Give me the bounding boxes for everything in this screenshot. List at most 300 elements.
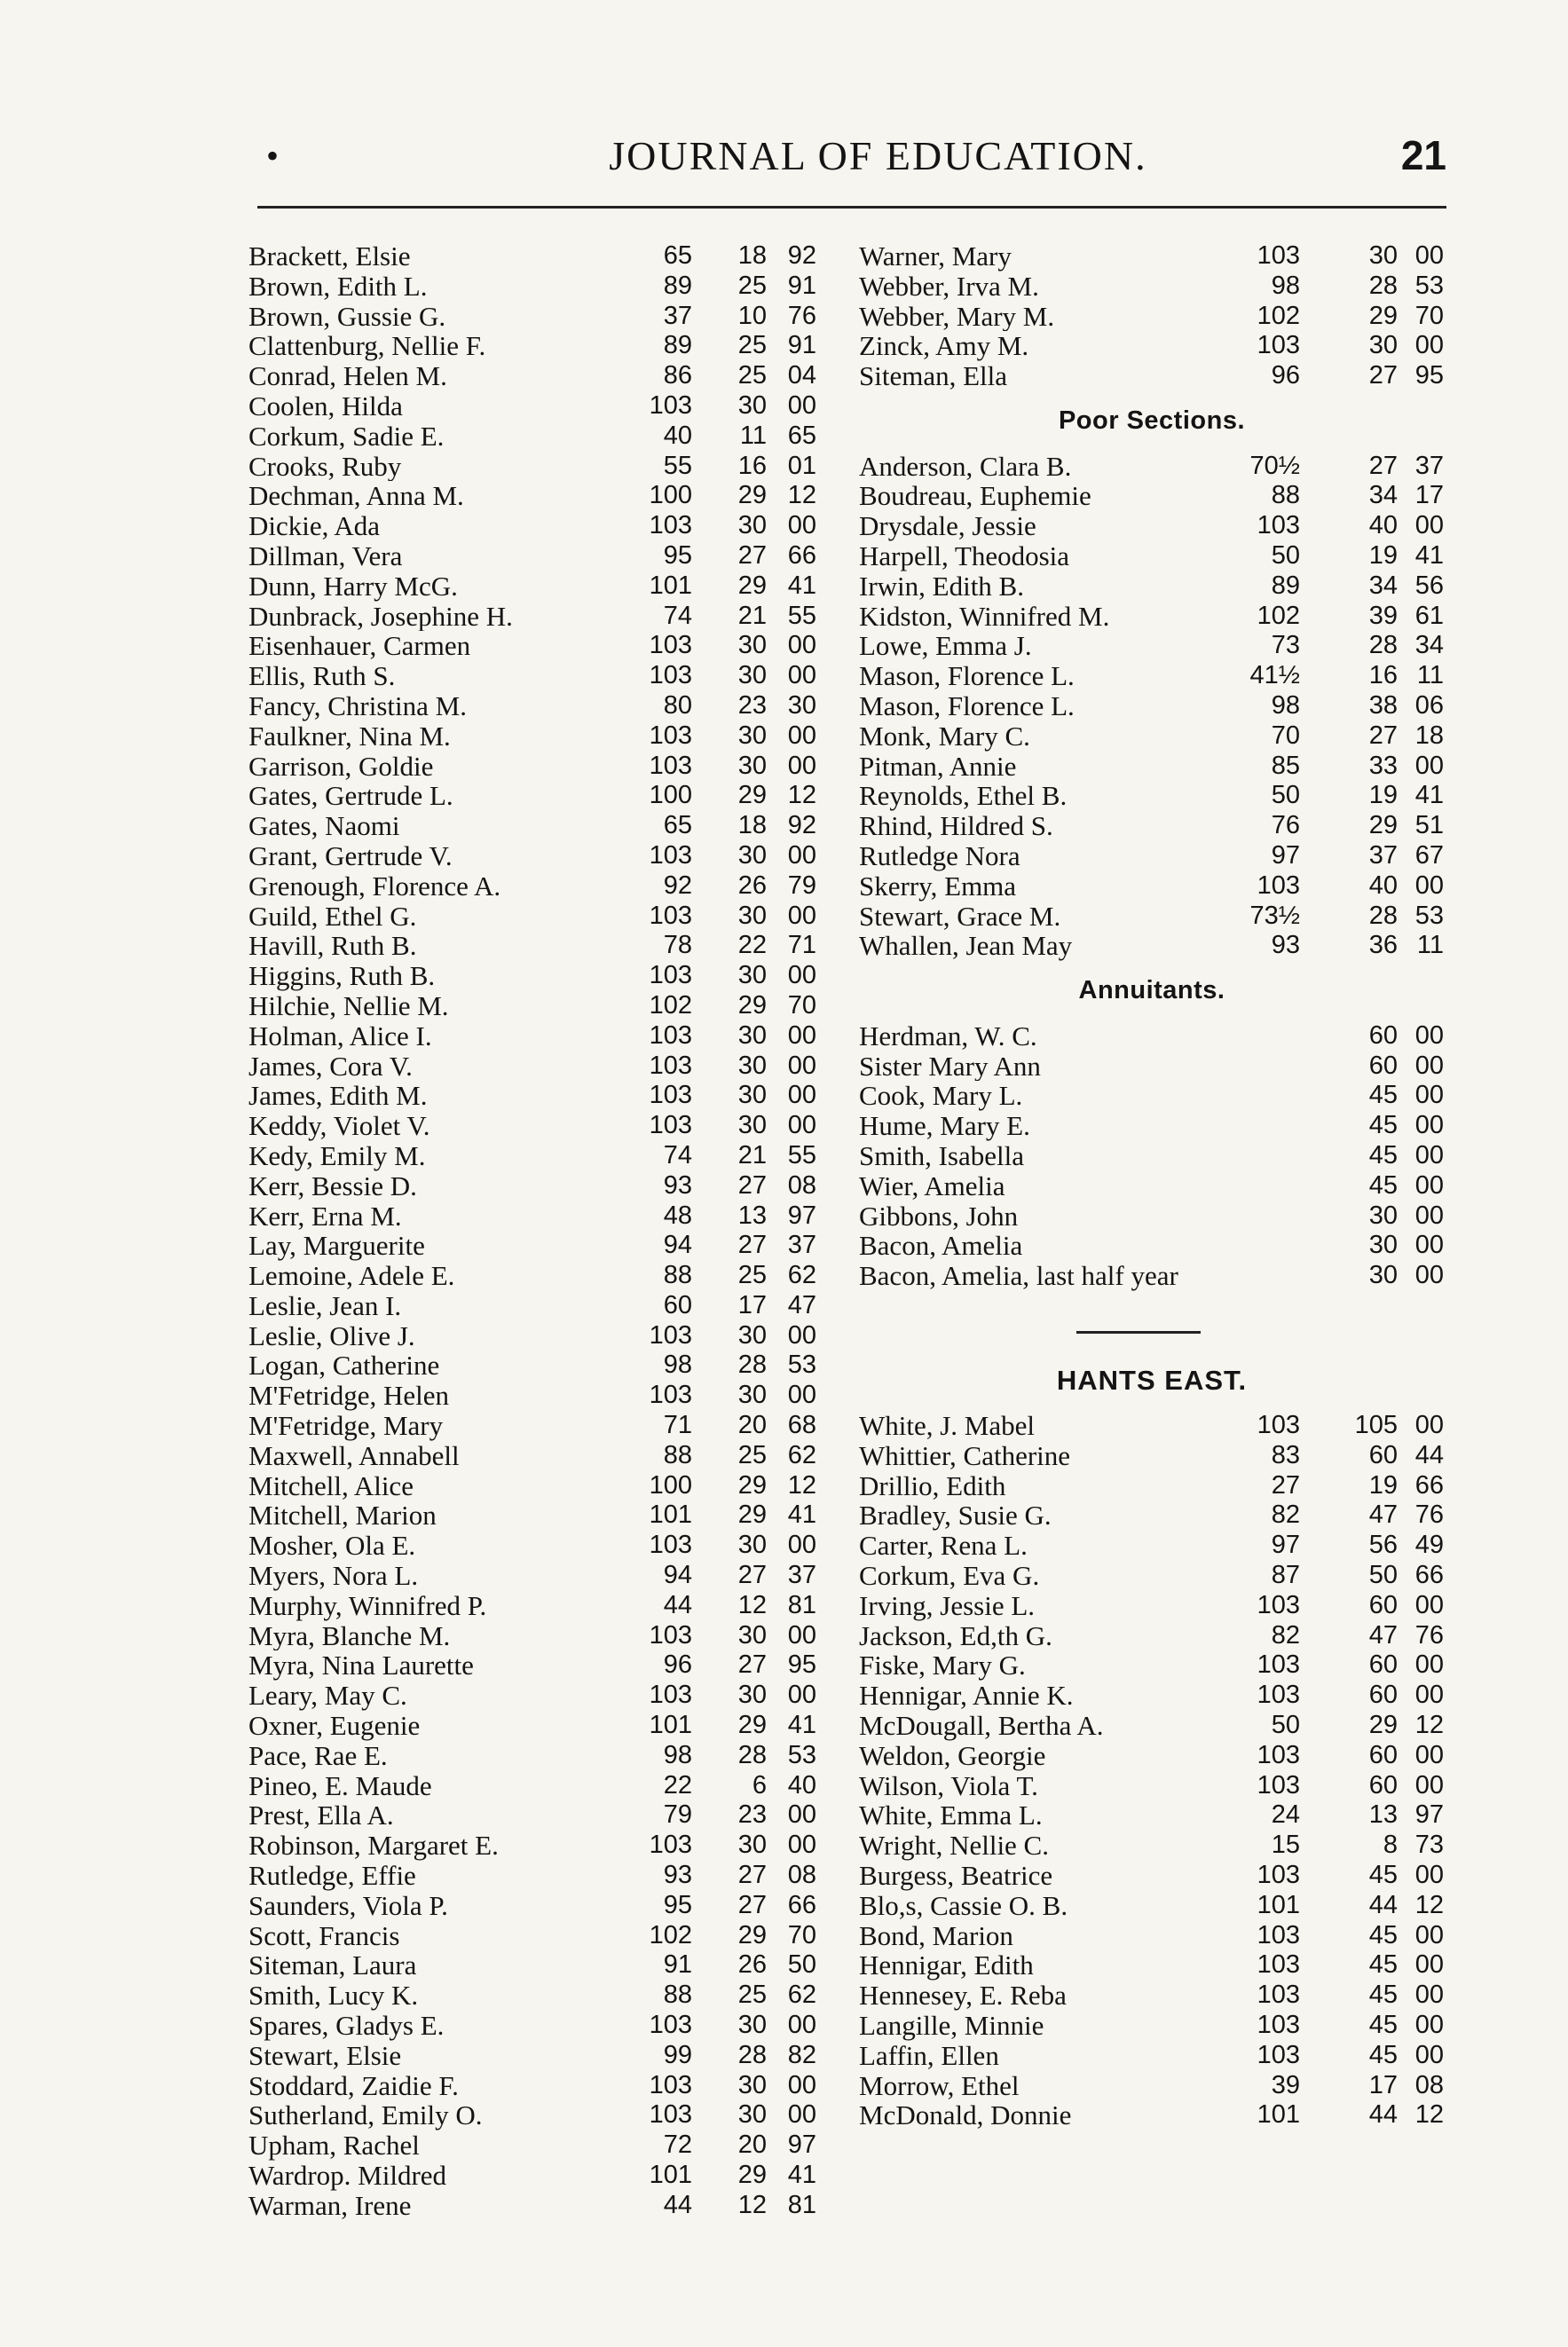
entry-cents: 17	[1414, 481, 1444, 510]
entry-cents: 97	[787, 1201, 816, 1230]
entry-name: Bradley, Susie G.	[859, 1500, 1052, 1532]
list-item	[248, 1111, 834, 1141]
entry-days: 80	[663, 690, 692, 720]
list-item	[859, 541, 1445, 571]
entry-dollars: 19	[1368, 781, 1398, 810]
list-item	[248, 1081, 834, 1111]
list-item	[859, 721, 1445, 752]
list-item	[248, 1471, 834, 1501]
list-item	[859, 781, 1445, 811]
entry-dollars: 30	[737, 2070, 767, 2099]
list-item	[248, 331, 834, 361]
list-item	[248, 1800, 834, 1831]
list-item	[859, 1681, 1445, 1711]
entry-name: Wilson, Viola T.	[859, 1770, 1038, 1801]
entry-name: Guild, Ethel G.	[248, 901, 417, 932]
entry-cents: 70	[1414, 301, 1444, 330]
list-item	[248, 541, 834, 571]
entry-dollars: 17	[1368, 2070, 1398, 2099]
entry-dollars: 30	[737, 1381, 767, 1410]
entry-cents: 00	[1414, 1411, 1444, 1440]
entry-dollars: 16	[1368, 661, 1398, 690]
entry-name: Lemoine, Adele E.	[248, 1261, 455, 1291]
entry-name: Kidston, Winnifred M.	[859, 601, 1110, 632]
entry-days: 103	[649, 961, 692, 990]
entry-dollars: 44	[1368, 1890, 1398, 1919]
list-item	[248, 1201, 834, 1232]
entry-cents: 00	[787, 1831, 816, 1860]
entry-name: Leslie, Olive J.	[248, 1320, 415, 1351]
entry-dollars: 28	[737, 1740, 767, 1769]
entry-dollars: 16	[737, 451, 767, 480]
entry-name: Hennesey, E. Reba	[859, 1981, 1067, 2012]
list-item	[248, 1411, 834, 1441]
entry-name: Grenough, Florence A.	[248, 870, 501, 902]
entry-name: Faulkner, Nina M.	[248, 721, 451, 752]
list-item	[859, 1861, 1445, 1891]
list-item	[859, 1621, 1445, 1651]
entry-name: Irving, Jessie L.	[859, 1590, 1036, 1621]
entry-days: 103	[1257, 1770, 1300, 1800]
entry-dollars: 27	[737, 1231, 767, 1260]
entry-name: Mosher, Ola E.	[248, 1531, 416, 1562]
entry-dollars: 20	[737, 2130, 767, 2160]
entry-name: Brown, Gussie G.	[248, 301, 446, 332]
list-item	[248, 2100, 834, 2130]
list-item	[859, 1141, 1445, 1171]
list-item	[859, 691, 1445, 721]
entry-name: Pineo, E. Maude	[248, 1770, 432, 1801]
entry-name: Siteman, Ella	[859, 361, 1008, 391]
entry-dollars: 27	[737, 1561, 767, 1590]
entry-cents: 00	[787, 2011, 816, 2040]
entry-dollars: 33	[1368, 751, 1398, 780]
entry-days: 88	[663, 1261, 692, 1290]
entry-days: 100	[649, 481, 692, 510]
entry-cents: 51	[1414, 811, 1444, 840]
entry-dollars: 56	[1368, 1531, 1398, 1560]
entry-cents: 00	[1414, 1950, 1444, 1980]
entry-cents: 62	[787, 1440, 816, 1469]
entry-name: McDougall, Bertha A.	[859, 1711, 1104, 1741]
entry-cents: 00	[1414, 1020, 1444, 1050]
entry-days: 95	[663, 1890, 692, 1919]
list-item	[859, 1591, 1445, 1621]
entry-dollars: 10	[737, 301, 767, 330]
entry-dollars: 29	[737, 990, 767, 1020]
list-item	[248, 1381, 834, 1411]
entry-cents: 91	[787, 331, 816, 360]
list-item	[248, 1261, 834, 1291]
entry-cents: 18	[1414, 721, 1444, 750]
entry-name: Drysdale, Jessie	[859, 511, 1036, 541]
entry-dollars: 19	[1368, 540, 1398, 570]
entry-cents: 65	[787, 421, 816, 450]
entry-cents: 00	[787, 751, 816, 780]
list-item	[248, 1621, 834, 1651]
list-item	[248, 1051, 834, 1082]
entry-name: Fancy, Christina M.	[248, 690, 467, 721]
entry-days: 73½	[1249, 901, 1300, 930]
entry-cents: 97	[787, 2130, 816, 2160]
entry-dollars: 47	[1368, 1500, 1398, 1530]
entry-days: 98	[663, 1351, 692, 1380]
entry-cents: 71	[787, 931, 816, 960]
entry-name: Blo,s, Cassie O. B.	[859, 1890, 1068, 1921]
entry-days: 100	[649, 781, 692, 810]
entry-dollars: 30	[737, 631, 767, 660]
entry-days: 93	[663, 1861, 692, 1890]
entry-cents: 00	[1414, 1111, 1444, 1140]
entry-name: White, J. Mabel	[859, 1411, 1036, 1441]
entry-name: Clattenburg, Nellie F.	[248, 331, 486, 362]
list-item	[248, 2191, 834, 2221]
list-item	[859, 1531, 1445, 1561]
entry-dollars: 30	[737, 2011, 767, 2040]
entry-days: 92	[663, 870, 692, 900]
entry-name: Kedy, Emily M.	[248, 1140, 426, 1171]
entry-cents: 00	[1414, 241, 1444, 270]
entry-cents: 55	[787, 601, 816, 630]
entry-name: Ellis, Ruth S.	[248, 661, 396, 691]
entry-cents: 37	[787, 1231, 816, 1260]
entry-days: 103	[1257, 1650, 1300, 1680]
entry-days: 85	[1271, 751, 1300, 780]
entry-days: 103	[649, 840, 692, 870]
entry-days: 93	[1271, 931, 1300, 960]
entry-dollars: 29	[737, 571, 767, 600]
list-item	[248, 781, 834, 811]
entry-cents: 82	[787, 2040, 816, 2069]
entry-name: Robinson, Margaret E.	[248, 1831, 499, 1862]
entry-name: Corkum, Sadie E.	[248, 421, 445, 452]
entry-name: Skerry, Emma	[859, 870, 1017, 902]
list-item	[248, 1950, 834, 1981]
entry-days: 103	[1257, 1681, 1300, 1710]
entry-cents: 92	[787, 811, 816, 840]
entry-dollars: 30	[737, 1051, 767, 1080]
list-item	[859, 1471, 1445, 1501]
entry-days: 72	[663, 2130, 692, 2160]
entry-name: Prest, Ella A.	[248, 1800, 394, 1831]
list-item	[248, 1741, 834, 1771]
list-item	[859, 1201, 1445, 1232]
list-item	[859, 302, 1445, 332]
list-item	[248, 661, 834, 691]
entry-days: 101	[649, 1500, 692, 1530]
entry-dollars: 30	[737, 1831, 767, 1860]
entry-days: 40	[663, 421, 692, 450]
entry-days: 103	[649, 721, 692, 750]
entry-dollars: 25	[737, 361, 767, 390]
entry-days: 103	[649, 1620, 692, 1650]
entry-cents: 50	[787, 1950, 816, 1980]
entry-cents: 00	[787, 1051, 816, 1080]
entry-name: Eisenhauer, Carmen	[248, 631, 471, 662]
entry-cents: 00	[787, 511, 816, 540]
entry-cents: 95	[1414, 361, 1444, 390]
entry-days: 103	[649, 2011, 692, 2040]
entry-name: Boudreau, Euphemie	[859, 481, 1091, 512]
entry-days: 95	[663, 540, 692, 570]
entry-cents: 00	[787, 631, 816, 660]
entry-name: Anderson, Clara B.	[859, 451, 1072, 482]
entry-days: 103	[649, 2100, 692, 2130]
list-item	[859, 331, 1445, 361]
list-item	[248, 2041, 834, 2071]
entry-cents: 00	[787, 661, 816, 690]
entry-days: 98	[1271, 271, 1300, 300]
entry-name: Kerr, Bessie D.	[248, 1170, 417, 1201]
entry-days: 103	[1257, 1920, 1300, 1949]
entry-cents: 00	[787, 1381, 816, 1410]
annuitants-heading: Annuitants.	[1078, 976, 1225, 1005]
entry-dollars: 30	[737, 751, 767, 780]
entry-name: White, Emma L.	[859, 1800, 1043, 1831]
entry-days: 101	[649, 1711, 692, 1740]
entry-name: Whallen, Jean May	[859, 931, 1073, 962]
list-item	[859, 1771, 1445, 1801]
entry-days: 41½	[1249, 661, 1300, 690]
entry-dollars: 45	[1368, 1140, 1398, 1170]
entry-dollars: 28	[1368, 901, 1398, 930]
entry-dollars: 29	[1368, 811, 1398, 840]
entry-days: 103	[649, 751, 692, 780]
entry-days: 103	[649, 1681, 692, 1710]
entry-name: Irwin, Edith B.	[859, 571, 1024, 602]
entry-days: 70½	[1249, 451, 1300, 480]
entry-cents: 08	[1414, 2070, 1444, 2099]
entry-cents: 00	[1414, 1740, 1444, 1769]
entry-dollars: 45	[1368, 1111, 1398, 1140]
entry-name: Cook, Mary L.	[859, 1081, 1023, 1112]
entry-dollars: 27	[737, 1890, 767, 1919]
entry-name: Pace, Rae E.	[248, 1740, 388, 1771]
entry-dollars: 50	[1368, 1561, 1398, 1590]
entry-name: Weldon, Georgie	[859, 1740, 1046, 1771]
entry-cents: 53	[787, 1740, 816, 1769]
list-item	[248, 391, 834, 421]
entry-days: 103	[649, 661, 692, 690]
entry-cents: 81	[787, 2190, 816, 2219]
entry-dollars: 60	[1368, 1051, 1398, 1080]
entry-cents: 12	[787, 1470, 816, 1500]
list-item	[859, 481, 1445, 511]
entry-name: Logan, Catherine	[248, 1351, 440, 1382]
entry-name: Smith, Lucy K.	[248, 1981, 419, 2012]
entry-dollars: 30	[737, 721, 767, 750]
entry-cents: 11	[1416, 661, 1444, 690]
list-item	[859, 631, 1445, 661]
entry-name: McDonald, Donnie	[859, 2100, 1072, 2131]
entry-name: Keddy, Violet V.	[248, 1111, 430, 1141]
entry-days: 44	[663, 2190, 692, 2219]
entry-dollars: 45	[1368, 2011, 1398, 2040]
entry-days: 37	[663, 301, 692, 330]
entry-dollars: 28	[737, 1351, 767, 1380]
entry-dollars: 40	[1368, 870, 1398, 900]
entry-dollars: 45	[1368, 1981, 1398, 2010]
entry-cents: 66	[787, 1890, 816, 1919]
entry-dollars: 20	[737, 1411, 767, 1440]
entry-cents: 68	[787, 1411, 816, 1440]
entry-cents: 53	[1414, 901, 1444, 930]
entry-days: 103	[649, 390, 692, 420]
entry-days: 103	[1257, 331, 1300, 360]
entry-dollars: 18	[737, 241, 767, 270]
entry-name: Monk, Mary C.	[859, 721, 1030, 752]
entry-cents: 00	[1414, 870, 1444, 900]
entry-name: Dunn, Harry McG.	[248, 571, 458, 602]
entry-name: Whittier, Catherine	[859, 1440, 1071, 1471]
entry-cents: 12	[787, 481, 816, 510]
entry-days: 71	[663, 1411, 692, 1440]
entry-dollars: 36	[1368, 931, 1398, 960]
entry-dollars: 27	[1368, 361, 1398, 390]
list-item	[859, 2041, 1445, 2071]
list-item	[248, 1321, 834, 1351]
entry-dollars: 29	[1368, 301, 1398, 330]
list-item	[859, 1411, 1445, 1441]
list-item	[248, 481, 834, 511]
entry-cents: 56	[1414, 571, 1444, 600]
entry-name: Sister Mary Ann	[859, 1051, 1041, 1082]
entry-dollars: 60	[1368, 1770, 1398, 1800]
entry-days: 103	[649, 901, 692, 930]
list-item	[248, 1891, 834, 1921]
entry-cents: 08	[787, 1861, 816, 1890]
entry-name: Corkum, Eva G.	[859, 1561, 1040, 1591]
list-item	[248, 2011, 834, 2041]
entry-dollars: 38	[1368, 690, 1398, 720]
entry-days: 83	[1271, 1440, 1300, 1469]
list-item	[248, 1771, 834, 1801]
entry-dollars: 13	[737, 1201, 767, 1230]
list-item	[248, 631, 834, 661]
entry-dollars: 30	[737, 1111, 767, 1140]
list-item	[859, 811, 1445, 841]
entry-name: Bond, Marion	[859, 1920, 1013, 1951]
entry-days: 94	[663, 1231, 692, 1260]
entry-name: James, Cora V.	[248, 1051, 413, 1082]
entry-dollars: 8	[1383, 1831, 1398, 1860]
entry-name: Spares, Gladys E.	[248, 2011, 445, 2041]
list-item	[248, 1021, 834, 1051]
entry-dollars: 60	[1368, 1650, 1398, 1680]
list-item	[248, 961, 834, 991]
entry-days: 103	[649, 1051, 692, 1080]
entry-name: Lay, Marguerite	[248, 1231, 425, 1262]
entry-name: Morrow, Ethel	[859, 2070, 1020, 2101]
entry-cents: 67	[1414, 840, 1444, 870]
list-item	[859, 452, 1445, 482]
list-item	[248, 871, 834, 902]
hants-east-list	[859, 1411, 1445, 2130]
list-item	[248, 1711, 834, 1741]
list-item	[248, 2130, 834, 2161]
entry-days: 102	[649, 1920, 692, 1949]
entry-cents: 76	[787, 301, 816, 330]
list-item	[859, 1051, 1445, 1082]
entry-cents: 00	[1414, 1201, 1444, 1230]
entry-days: 65	[663, 811, 692, 840]
entry-dollars: 25	[737, 271, 767, 300]
entry-cents: 12	[1414, 1711, 1444, 1740]
list-item	[248, 2071, 834, 2101]
list-item	[248, 1141, 834, 1171]
list-item	[248, 991, 834, 1021]
entry-name: Pitman, Annie	[859, 751, 1017, 782]
entry-dollars: 30	[1368, 1231, 1398, 1260]
entry-days: 73	[1271, 631, 1300, 660]
entry-name: Reynolds, Ethel B.	[859, 781, 1068, 812]
entry-name: Zinck, Amy M.	[859, 331, 1029, 362]
entry-days: 82	[1271, 1620, 1300, 1650]
list-item	[248, 931, 834, 961]
list-item	[248, 811, 834, 841]
entry-name: Leary, May C.	[248, 1681, 407, 1712]
page-title: JOURNAL OF EDUCATION.	[609, 132, 1147, 178]
list-item	[248, 511, 834, 541]
entry-dollars: 30	[737, 1320, 767, 1350]
entry-name: Leslie, Jean I.	[248, 1290, 402, 1321]
entry-dollars: 30	[737, 1020, 767, 1050]
entry-cents: 00	[1414, 1051, 1444, 1080]
list-item	[248, 1921, 834, 1951]
entry-cents: 00	[1414, 511, 1444, 540]
entry-cents: 00	[787, 1620, 816, 1650]
entry-cents: 92	[787, 241, 816, 270]
list-item	[859, 1650, 1445, 1681]
list-item	[248, 1500, 834, 1531]
entry-name: Brown, Edith L.	[248, 271, 428, 302]
entry-days: 55	[663, 451, 692, 480]
list-item	[859, 1800, 1445, 1831]
entry-cents: 49	[1414, 1531, 1444, 1560]
entry-days: 103	[649, 1320, 692, 1350]
entry-days: 50	[1271, 540, 1300, 570]
list-item	[248, 421, 834, 452]
entry-name: Murphy, Winnifred P.	[248, 1590, 487, 1621]
entry-cents: 00	[1414, 1081, 1444, 1110]
entry-days: 78	[663, 931, 692, 960]
list-item	[248, 1531, 834, 1561]
list-item	[859, 1231, 1445, 1261]
entry-dollars: 27	[1368, 451, 1398, 480]
entry-name: Wright, Nellie C.	[859, 1831, 1049, 1862]
list-item	[859, 1711, 1445, 1741]
entry-name: Havill, Ruth B.	[248, 931, 417, 962]
entry-cents: 70	[787, 990, 816, 1020]
entry-days: 103	[1257, 1740, 1300, 1769]
entry-dollars: 13	[1368, 1800, 1398, 1830]
entry-dollars: 45	[1368, 2040, 1398, 2069]
entry-dollars: 47	[1368, 1620, 1398, 1650]
list-item	[248, 841, 834, 871]
entry-dollars: 18	[737, 811, 767, 840]
entry-dollars: 30	[737, 511, 767, 540]
list-item	[859, 1171, 1445, 1201]
entry-days: 102	[649, 990, 692, 1020]
entry-dollars: 12	[737, 1590, 767, 1619]
entry-cents: 00	[787, 390, 816, 420]
list-item	[859, 931, 1445, 961]
entry-dollars: 27	[737, 540, 767, 570]
entry-days: 88	[663, 1981, 692, 2010]
entry-name: Harpell, Theodosia	[859, 540, 1070, 571]
entry-name: Webber, Irva M.	[859, 271, 1039, 302]
entry-days: 22	[663, 1770, 692, 1800]
